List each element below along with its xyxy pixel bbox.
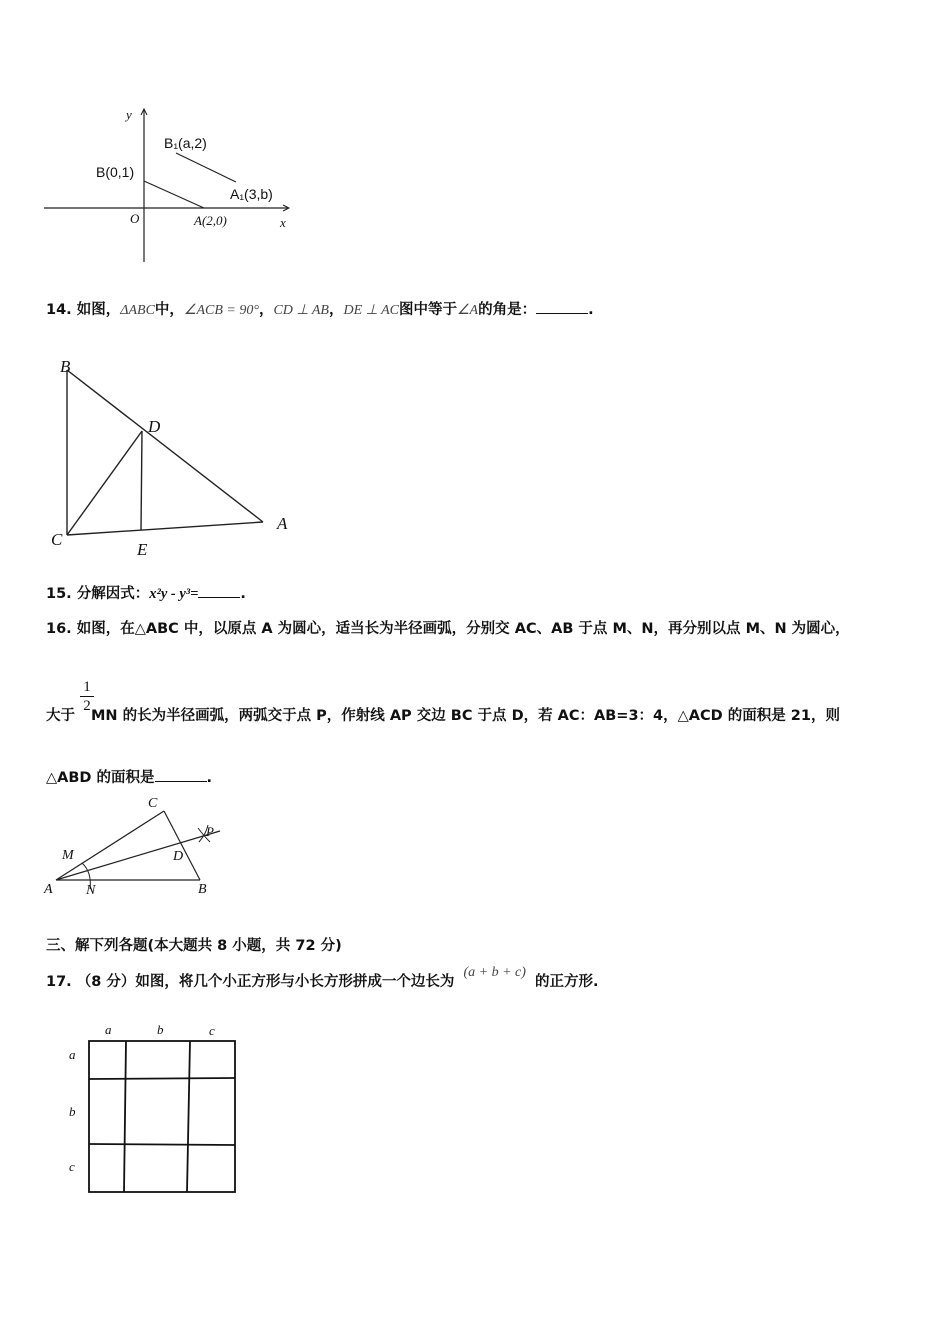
fraction-one-half: $\frac{1}{2}$ — [80, 678, 94, 715]
point-p-label: P — [206, 824, 214, 839]
q15-number: 15. — [46, 586, 72, 602]
point-b-label: B — [198, 882, 207, 897]
question-14: 14. 如图，ΔABC中，∠ACB = 90°，CD ⊥ AB，DE ⊥ AC图中等于∠A的角是： . — [46, 302, 594, 318]
point-b1-label: B₁(a,2) — [164, 135, 207, 151]
segment-a1b1 — [176, 153, 236, 182]
triangle-figure-q16 — [40, 792, 240, 904]
point-d-label: D — [173, 849, 184, 864]
question-16-line-3: △ABD 的面积是 . — [46, 770, 213, 786]
row-label-a: a — [69, 1047, 76, 1062]
col-label-b: b — [157, 1022, 164, 1037]
q14-number: 14. — [46, 302, 72, 318]
vertex-d-label: D — [148, 417, 161, 436]
point-n-label: N — [86, 883, 96, 898]
point-a-label: A(2,0) — [194, 213, 227, 228]
answer-blank — [198, 585, 240, 598]
col-label-c: c — [209, 1023, 215, 1038]
vertex-a-label: A — [277, 514, 288, 533]
point-b-label: B(0,1) — [96, 164, 135, 180]
point-a-label: A — [44, 882, 53, 897]
triangle-figure-q14 — [45, 355, 300, 560]
answer-blank — [536, 301, 588, 314]
col-label-a: a — [105, 1022, 112, 1037]
question-16-line-1: 16. 如图，在△ABC 中，以原点 A 为圆心，适当长为半径画弧，分别交 AC、AB 于点 M、N，再分别以点 M、N 为圆心， — [46, 621, 850, 637]
q14-math-angle-a: ∠A — [456, 303, 479, 318]
vertex-c-label: C — [51, 530, 63, 549]
row-label-b: b — [69, 1104, 76, 1119]
q14-math-de-perp: DE ⊥ AC — [343, 303, 399, 318]
vertex-e-label: E — [137, 540, 148, 559]
q17-math: (a + b + c) — [463, 965, 526, 980]
q14-math-triangle: ΔABC — [120, 303, 155, 318]
point-a1-label: A₁(3,b) — [230, 186, 273, 202]
q16-number: 16. — [46, 621, 72, 637]
answer-blank — [155, 769, 207, 782]
coordinate-figure — [40, 105, 300, 265]
q14-math-angle: ∠ACB = 90° — [183, 303, 259, 318]
question-15: 15. 分解因式：x²y - y³= . — [46, 586, 246, 602]
q17-number: 17. — [46, 974, 72, 990]
square-grid-figure — [60, 1015, 250, 1200]
q15-expression: x²y - y³= — [149, 586, 199, 602]
section-3-title: 三、解下列各题(本大题共 8 小题，共 72 分) — [46, 938, 342, 954]
question-16-line-2: 大于 MN 的长为半径画弧，两弧交于点 P，作射线 AP 交边 BC 于点 D，若 AC：AB=3：4，△ACD 的面积是 21，则 — [46, 708, 840, 724]
question-17: 17. （8 分）如图，将几个小正方形与小长方形拼成一个边长为 (a + b + c) 的正方形. — [46, 965, 599, 990]
point-c-label: C — [148, 796, 158, 811]
point-m-label: M — [62, 848, 74, 863]
q14-math-cd-perp: CD ⊥ AB — [273, 303, 329, 318]
vertex-b-label: B — [60, 357, 71, 376]
origin-label: O — [130, 211, 140, 226]
y-axis-label: y — [126, 107, 132, 122]
row-label-c: c — [69, 1159, 75, 1174]
x-axis-label: x — [280, 215, 286, 230]
segment-ab — [144, 181, 204, 208]
